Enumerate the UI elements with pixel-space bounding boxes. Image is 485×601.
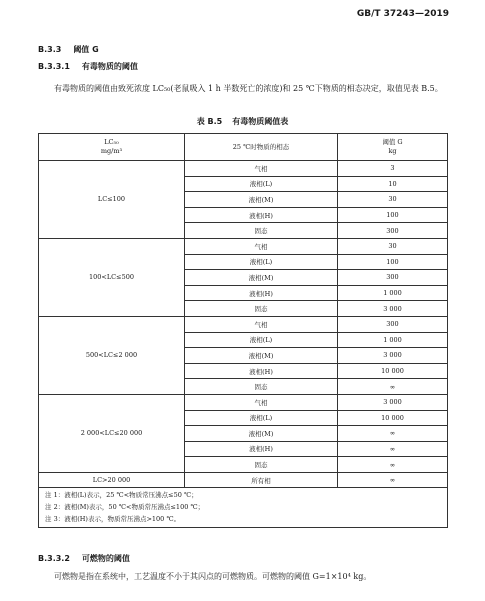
subsection-title: 有毒物质的阈值 xyxy=(81,62,138,71)
threshold-cell: 300 xyxy=(338,223,448,239)
table-header-row xyxy=(39,134,448,161)
subsection-number: B.3.3.2 xyxy=(38,554,70,563)
threshold-cell: 3 000 xyxy=(338,301,448,317)
threshold-cell: 10 000 xyxy=(338,410,448,426)
threshold-cell: 1 000 xyxy=(338,285,448,301)
table-row xyxy=(39,472,448,488)
table-note: 注 3：液相(H)表示，物质常压沸点>100 ℃。 xyxy=(45,514,181,523)
table-number: 表 B.5 xyxy=(196,117,223,126)
lc50-range-cell: 100<LC≤500 xyxy=(39,238,185,316)
threshold-cell: ∞ xyxy=(338,457,448,473)
table-title: 有毒物质阈值表 xyxy=(232,117,289,126)
table-notes xyxy=(39,488,448,528)
phase-cell: 固态 xyxy=(185,223,338,239)
flammable-threshold-paragraph: 可燃物是指在系统中，工艺温度不小于其闪点的可燃物质。可燃物的阈值 G=1×10⁴ kg。 xyxy=(54,572,372,581)
phase-cell: 气相 xyxy=(185,238,338,254)
threshold-cell: 1 000 xyxy=(338,332,448,348)
table-row xyxy=(39,161,448,177)
phase-cell: 液相(L) xyxy=(185,176,338,192)
threshold-header: 阈值 G kg xyxy=(338,134,448,161)
subsection-number: B.3.3.1 xyxy=(38,62,70,71)
threshold-cell: ∞ xyxy=(338,441,448,457)
section-number: B.3.3 xyxy=(38,45,62,54)
phase-cell: 固态 xyxy=(185,457,338,473)
lc50-range-cell: 500<LC≤2 000 xyxy=(39,316,185,394)
threshold-cell: 30 xyxy=(338,238,448,254)
phase-header: 25 ℃时物质的相态 xyxy=(185,134,338,161)
standard-number: GB/T 37243—2019 xyxy=(356,9,449,19)
phase-cell: 固态 xyxy=(185,301,338,317)
threshold-cell: 3 000 xyxy=(338,348,448,364)
subsection-heading-toxic xyxy=(38,61,138,72)
threshold-cell: 100 xyxy=(338,254,448,270)
threshold-cell: 10 000 xyxy=(338,363,448,379)
phase-cell: 液相(H) xyxy=(185,207,338,223)
threshold-cell: ∞ xyxy=(338,426,448,442)
section-heading xyxy=(38,44,99,55)
table-row xyxy=(39,394,448,410)
phase-cell: 液相(M) xyxy=(185,270,338,286)
threshold-cell: 3 xyxy=(338,161,448,177)
threshold-cell: 3 000 xyxy=(338,394,448,410)
lc50-range-cell: LC≤100 xyxy=(39,161,185,239)
phase-cell: 液相(L) xyxy=(185,254,338,270)
lc50-range-cell: 2 000<LC≤20 000 xyxy=(39,394,185,472)
table-caption xyxy=(0,116,485,127)
phase-cell: 气相 xyxy=(185,161,338,177)
phase-cell: 液相(H) xyxy=(185,285,338,301)
subsection-heading-flammable xyxy=(38,553,130,564)
threshold-cell: 100 xyxy=(338,207,448,223)
lc50-header: LC₅₀ mg/m³ xyxy=(39,134,185,161)
phase-cell: 固态 xyxy=(185,379,338,395)
threshold-cell: 300 xyxy=(338,270,448,286)
section-title: 阈值 G xyxy=(73,45,99,54)
phase-cell: 气相 xyxy=(185,316,338,332)
phase-cell: 液相(L) xyxy=(185,332,338,348)
phase-cell: 液相(M) xyxy=(185,426,338,442)
threshold-cell: 10 xyxy=(338,176,448,192)
table-row xyxy=(39,238,448,254)
phase-cell: 气相 xyxy=(185,394,338,410)
threshold-cell: 300 xyxy=(338,316,448,332)
phase-cell: 液相(M) xyxy=(185,348,338,364)
toxic-threshold-paragraph: 有毒物质的阈值由致死浓度 LC₅₀(老鼠吸入 1 h 半数死亡的浓度)和 25 ℃下物质的相态决定，取值见表 B.5。 xyxy=(54,84,443,93)
phase-cell: 液相(H) xyxy=(185,441,338,457)
threshold-cell: ∞ xyxy=(338,472,448,488)
phase-cell: 液相(M) xyxy=(185,192,338,208)
toxic-threshold-table xyxy=(38,133,448,528)
threshold-cell: ∞ xyxy=(338,379,448,395)
phase-cell: 液相(L) xyxy=(185,410,338,426)
phase-cell: 所有相 xyxy=(185,472,338,488)
table-note: 注 1：液相(L)表示，25 ℃<物质常压沸点≤50 ℃； xyxy=(45,491,198,500)
subsection-title: 可燃物的阈值 xyxy=(81,554,130,563)
phase-cell: 液相(H) xyxy=(185,363,338,379)
table-notes-row xyxy=(39,488,448,528)
threshold-cell: 30 xyxy=(338,192,448,208)
table-row xyxy=(39,316,448,332)
table-note: 注 2：液相(M)表示，50 ℃<物质常压沸点≤100 ℃； xyxy=(45,503,205,512)
lc50-range-cell: LC>20 000 xyxy=(39,472,185,488)
